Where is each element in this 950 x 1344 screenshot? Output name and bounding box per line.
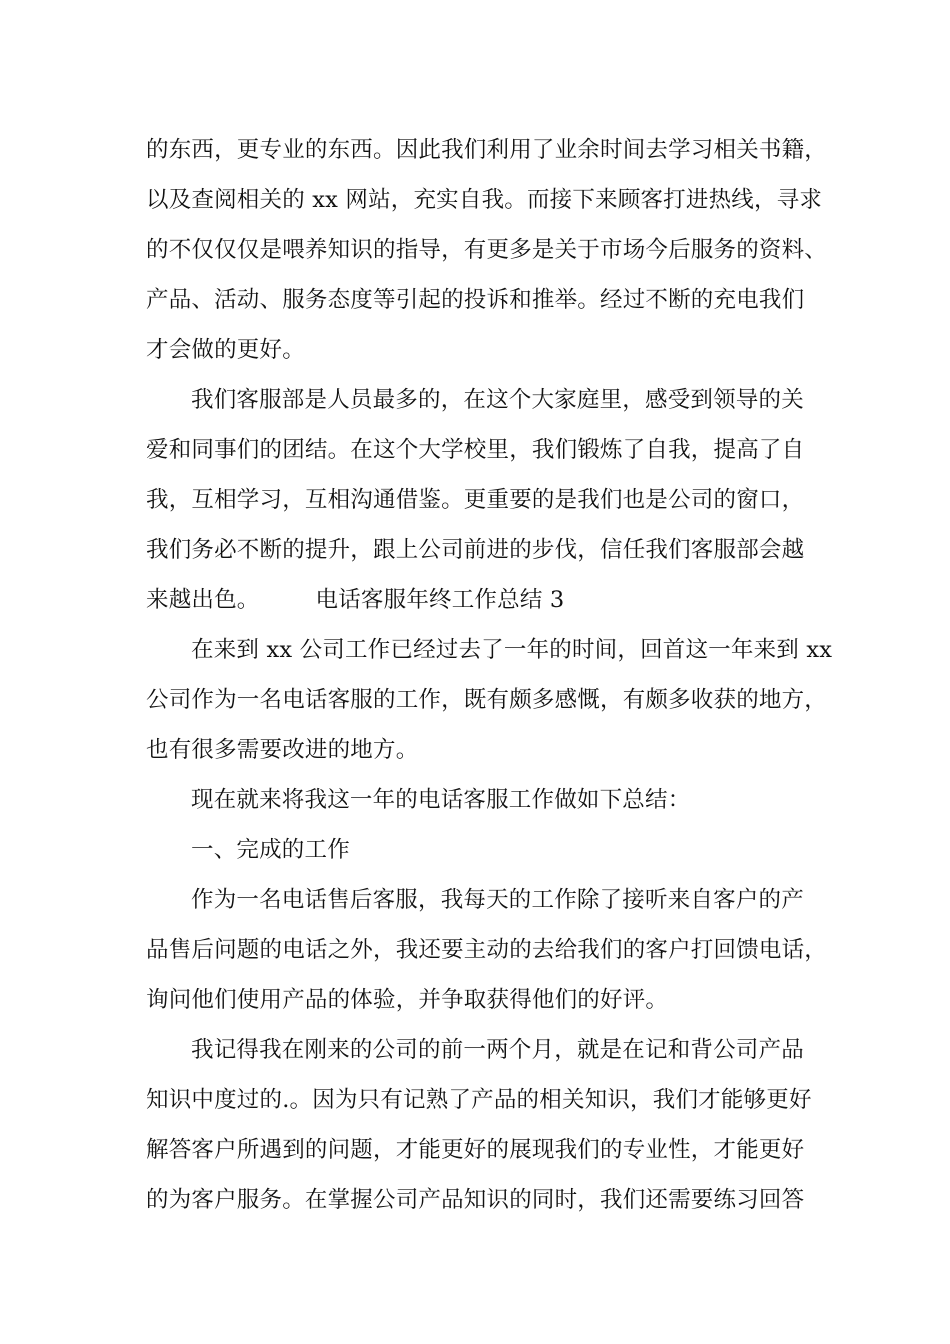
section-heading: 电话客服年终工作总结 3 [315, 587, 565, 613]
text-line: 品售后问题的电话之外，我还要主动的去给我们的客户打回馈电话， [146, 937, 828, 963]
subheading-line: 一、完成的工作 [191, 837, 350, 863]
text-line: 以及查阅相关的 xx 网站，充实自我。而接下来顾客打进热线，寻求 [146, 187, 823, 213]
text-fragment: 来越出色。 [146, 587, 260, 613]
text-line: 也有很多需要改进的地方。 [146, 737, 419, 763]
paragraph-start-line: 我记得我在刚来的公司的前一两个月，就是在记和背公司产品 [191, 1037, 804, 1063]
text-line: 的不仅仅仅是喂养知识的指导，有更多是关于市场今后服务的资料、 [146, 237, 828, 263]
paragraph-start-line: 现在就来将我这一年的电话客服工作做如下总结： [191, 787, 691, 813]
text-line: 的为客户服务。在掌握公司产品知识的同时，我们还需要练习回答 [146, 1187, 805, 1213]
text-line: 爱和同事们的团结。在这个大学校里，我们锻炼了自我，提高了自 [146, 437, 805, 463]
text-line: 的东西，更专业的东西。因此我们利用了业余时间去学习相关书籍， [146, 137, 828, 163]
paragraph-start-line: 作为一名电话售后客服，我每天的工作除了接听来自客户的产 [191, 887, 804, 913]
text-line: 公司作为一名电话客服的工作，既有颇多感慨，有颇多收获的地方， [146, 687, 828, 713]
paragraph-start-line: 在来到 xx 公司工作已经过去了一年的时间，回首这一年来到 xx [191, 637, 833, 663]
text-line: 解答客户所遇到的问题，才能更好的展现我们的专业性，才能更好 [146, 1137, 805, 1163]
text-line: 我，互相学习，互相沟通借鉴。更重要的是我们也是公司的窗口， [146, 487, 805, 513]
paragraph-start-line: 我们客服部是人员最多的，在这个大家庭里，感受到领导的关 [191, 387, 804, 413]
text-line: 才会做的更好。 [146, 337, 305, 363]
text-line-with-heading [146, 575, 836, 625]
text-line: 产品、活动、服务态度等引起的投诉和推举。经过不断的充电我们 [146, 287, 805, 313]
text-line: 我们务必不断的提升，跟上公司前进的步伐，信任我们客服部会越 [146, 537, 805, 563]
text-line: 询问他们使用产品的体验，并争取获得他们的好评。 [146, 987, 669, 1013]
text-line: 知识中度过的.。因为只有记熟了产品的相关知识，我们才能够更好 [146, 1087, 812, 1113]
